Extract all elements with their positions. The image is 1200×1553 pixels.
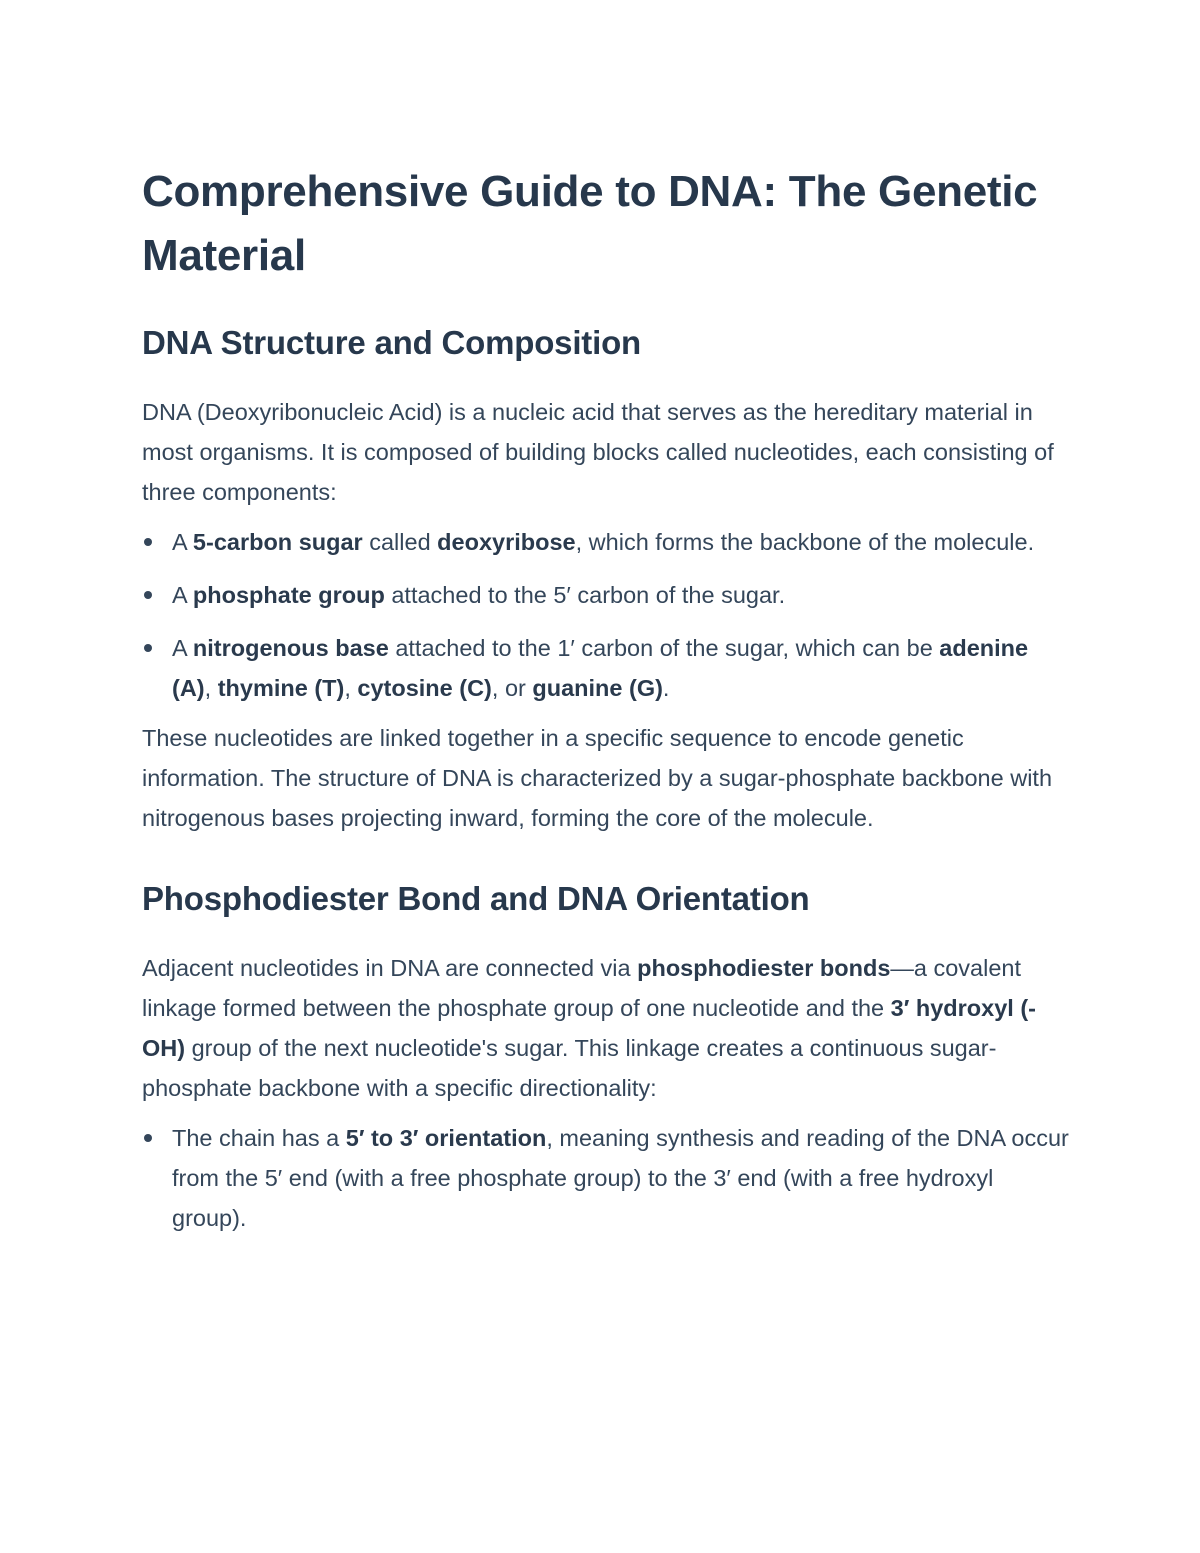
bullet-icon xyxy=(144,591,152,599)
paragraph-structure-closing: These nucleotides are linked together in a specific sequence to encode genetic information. The structure of DNA is characterized by a sugar-phosphate backbone with nitrogenous bases projecting inward, forming the core of the molecule. xyxy=(142,725,1053,831)
paragraph-structure-intro: DNA (Deoxyribonucleic Acid) is a nucleic acid that serves as the hereditary material in most organisms. It is composed of building blocks called nucleotides, each consisting of three components: xyxy=(142,399,1054,505)
list-item: A phosphate group attached to the 5′ carbon of the sugar. xyxy=(142,575,1072,615)
paragraph-phosphodiester-intro: Adjacent nucleotides in DNA are connected via phosphodiester bonds—a covalent linkage formed between the phosphate group of one nucleotide and the 3′ hydroxyl (-OH) group of the next nucleotide's sugar. This linkage creates a continuous sugar-phosphate backbone with a specific directionality: xyxy=(142,955,1037,1101)
document-page xyxy=(142,160,1072,1238)
list-item: A nitrogenous base attached to the 1′ carbon of the sugar, which can be adenine (A), thymine (T), cytosine (C), or guanine (G). xyxy=(142,628,1072,708)
list-item: The chain has a 5′ to 3′ orientation, meaning synthesis and reading of the DNA occur from the 5′ end (with a free phosphate group) to the 3′ end (with a free hydroxyl group). xyxy=(142,1118,1072,1238)
orientation-list xyxy=(142,1118,1072,1238)
bullet-icon xyxy=(144,538,152,546)
list-item: A 5-carbon sugar called deoxyribose, which forms the backbone of the molecule. xyxy=(142,522,1072,562)
section-heading-structure: DNA Structure and Composition xyxy=(142,324,641,361)
component-list xyxy=(142,522,1072,708)
page-title: Comprehensive Guide to DNA: The Genetic Material xyxy=(142,167,1038,280)
bullet-icon xyxy=(144,644,152,652)
bullet-icon xyxy=(144,1134,152,1142)
section-heading-phosphodiester: Phosphodiester Bond and DNA Orientation xyxy=(142,880,810,917)
